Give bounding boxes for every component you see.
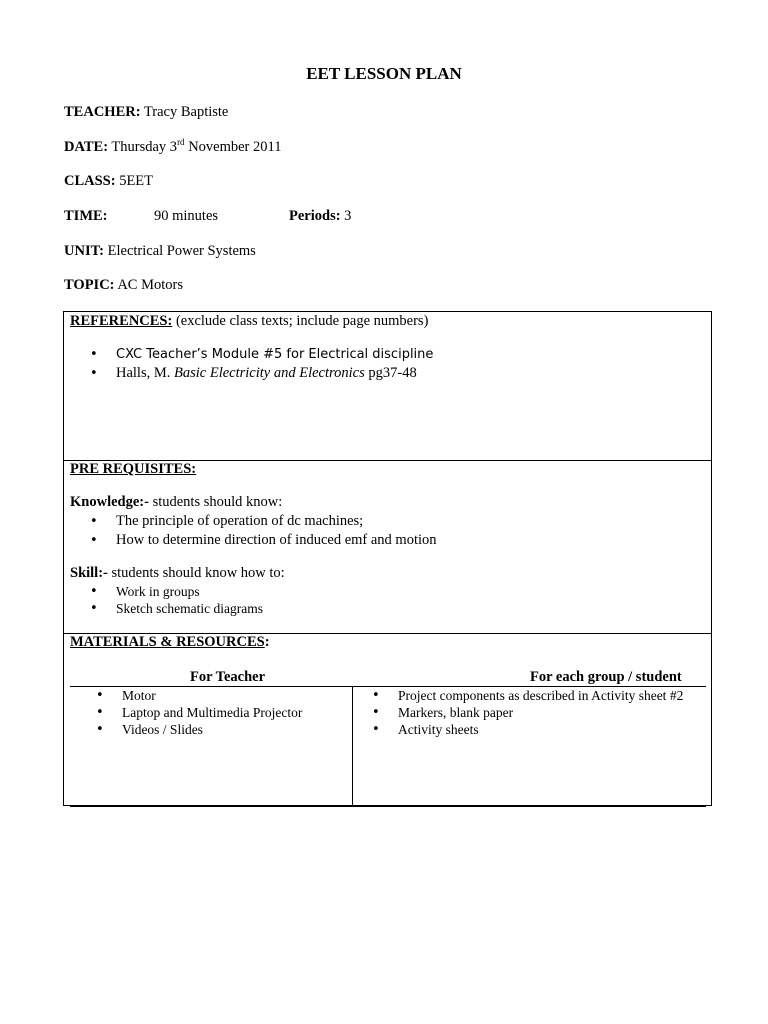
reference-2-title: Basic Electricity and Electronics [174,365,365,381]
list-item [96,687,302,704]
unit-field [64,243,256,260]
references-section [63,311,712,461]
unit-label: UNIT: [64,243,105,259]
date-value-suffix: November 2011 [188,139,282,155]
unit-value: Electrical Power Systems [107,243,256,259]
materials-table [70,686,706,807]
skill-label: Skill:- [70,565,108,581]
teacher-field [64,104,228,121]
time-field [64,208,464,225]
list-item [96,704,302,721]
reference-2-suffix: pg37-48 [368,365,417,381]
references-list [90,345,433,383]
periods-value: 3 [344,208,352,224]
prerequisites-section [63,460,712,634]
table-bottom-rule [70,806,706,807]
list-item [90,345,433,364]
periods-group [289,208,351,225]
knowledge-text: students should know: [152,494,283,510]
student-column-heading: For each group / student [530,669,682,685]
materials-heading: MATERIALS & RESOURCES [70,634,265,650]
time-value: 90 minutes [154,208,219,224]
skill-intro [70,565,285,582]
list-item [90,364,433,383]
document-title: EET LESSON PLAN [306,64,462,83]
list-item [372,704,683,721]
date-field [64,139,281,156]
skill-item-1: Work in groups [116,584,200,599]
date-value-sup: rd [177,137,185,147]
list-item [372,721,683,738]
list-item [96,721,302,738]
prerequisites-heading: PRE REQUISITES: [70,461,197,477]
materials-header [70,634,270,651]
student-item-1: Project components as described in Activity sheet #2 [398,688,684,703]
teacher-column-heading: For Teacher [190,669,266,685]
list-item [90,583,263,600]
class-field [64,173,153,190]
list-item [90,512,437,531]
reference-1: CXC Teacher’s Module #5 for Electrical discipline [116,347,434,362]
student-item-3: Activity sheets [398,722,479,737]
topic-field [64,277,183,294]
topic-value: AC Motors [117,277,183,293]
teacher-materials-list [96,687,302,738]
class-label: CLASS: [64,173,116,189]
knowledge-list [90,512,437,550]
reference-2-prefix: Halls, M. [116,365,171,381]
knowledge-intro [70,494,282,511]
teacher-item-1: Motor [122,688,156,703]
knowledge-item-1: The principle of operation of dc machines; [116,513,364,529]
materials-section [63,633,712,806]
list-item [90,531,437,550]
periods-label: Periods: [289,208,341,224]
skill-item-2: Sketch schematic diagrams [116,601,263,616]
class-value: 5EET [119,173,154,189]
date-label: DATE: [64,139,109,155]
materials-heading-colon: : [264,634,270,650]
skill-text: students should know how to: [111,565,285,581]
knowledge-label: Knowledge:- [70,494,149,510]
list-item [372,687,683,704]
references-note: (exclude class texts; include page numbers) [175,313,429,329]
list-item [90,600,263,617]
skill-list [90,583,263,617]
teacher-value: Tracy Baptiste [143,104,229,120]
column-divider [352,687,353,806]
teacher-item-2: Laptop and Multimedia Projector [122,705,303,720]
teacher-item-3: Videos / Slides [122,722,203,737]
time-label: TIME: [64,208,108,224]
references-header [70,313,428,330]
teacher-label: TEACHER: [64,104,141,120]
references-heading: REFERENCES: [70,313,173,329]
topic-label: TOPIC: [64,277,115,293]
student-item-2: Markers, blank paper [398,705,514,720]
date-value-prefix: Thursday 3 [111,139,178,155]
student-materials-list [372,687,683,738]
knowledge-item-2: How to determine direction of induced emf and motion [116,532,437,548]
